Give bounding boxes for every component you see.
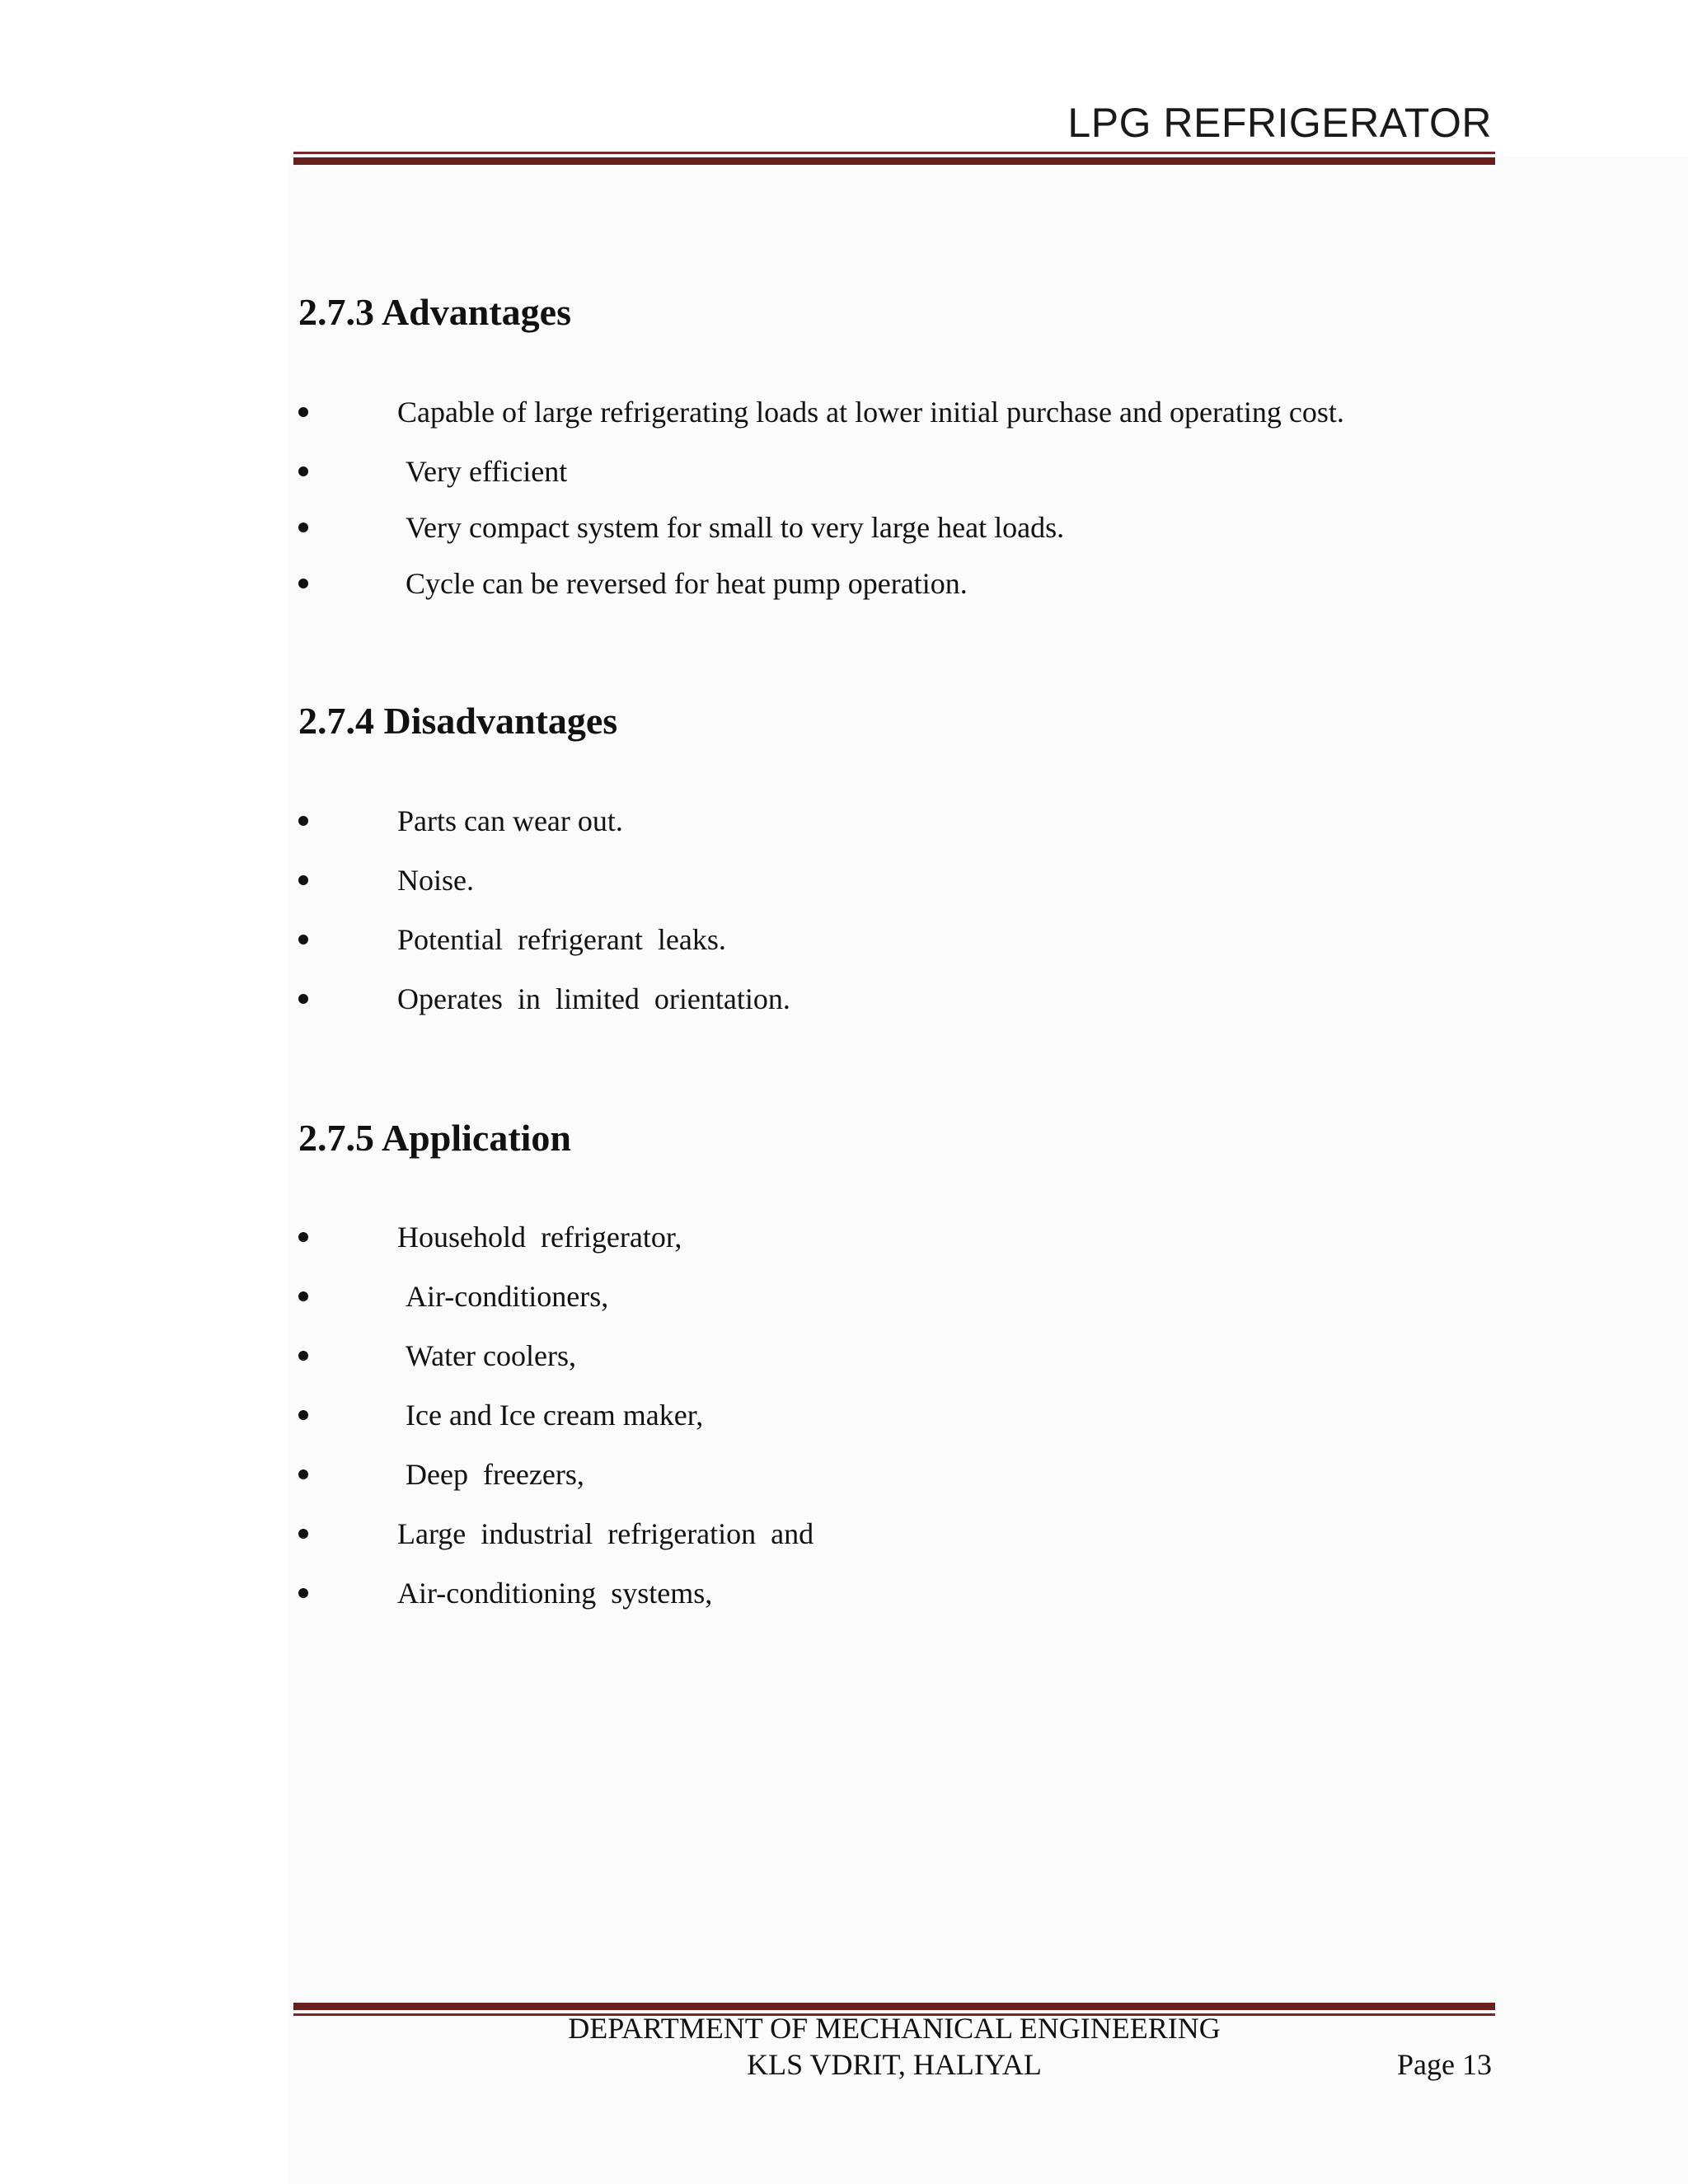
bullet-icon xyxy=(298,994,308,1004)
list-item-text: Capable of large refrigerating loads at lower initial purchase and operating cost. xyxy=(397,396,1344,429)
bullet-icon xyxy=(298,407,308,417)
bullet-icon xyxy=(298,579,308,588)
section-heading-advantages: 2.7.3 Advantages xyxy=(298,291,571,333)
list-item-text: Water coolers, xyxy=(406,1339,576,1372)
list-item-text: Household refrigerator, xyxy=(397,1221,682,1254)
bullet-icon xyxy=(298,1469,308,1479)
section-heading-application: 2.7.5 Application xyxy=(298,1117,572,1159)
list-item-text: Very efficient xyxy=(406,455,568,488)
footer-department: DEPARTMENT OF MECHANICAL ENGINEERING xyxy=(568,2012,1221,2045)
page-header-title: LPG REFRIGERATOR xyxy=(1067,100,1492,146)
list-item-text: Very compact system for small to very large heat loads. xyxy=(406,511,1065,544)
list-item-text: Air-conditioning systems, xyxy=(397,1577,713,1610)
footer-college: KLS VDRIT, HALIYAL xyxy=(747,2048,1042,2081)
list-item-text: Parts can wear out. xyxy=(397,804,623,837)
list-item-text: Air-conditioners, xyxy=(406,1280,609,1313)
list-item-text: Operates in limited orientation. xyxy=(397,982,790,1015)
bullet-icon xyxy=(298,1291,308,1301)
bullet-icon xyxy=(298,1351,308,1361)
list-item-text: Potential refrigerant leaks. xyxy=(397,923,726,956)
bullet-icon xyxy=(298,1529,308,1539)
bullet-icon xyxy=(298,1588,308,1598)
bullet-icon xyxy=(298,523,308,532)
bullet-icon xyxy=(298,1232,308,1242)
header-rule xyxy=(293,152,1495,165)
bullet-icon xyxy=(298,466,308,476)
bullet-icon xyxy=(298,875,308,885)
list-item-text: Large industrial refrigeration and xyxy=(397,1517,814,1550)
list-item-text: Deep freezers, xyxy=(406,1458,584,1491)
section-heading-disadvantages: 2.7.4 Disadvantages xyxy=(298,700,618,742)
bullet-icon xyxy=(298,935,308,944)
bullet-icon xyxy=(298,1410,308,1420)
list-item-text: Ice and Ice cream maker, xyxy=(406,1399,704,1432)
page-number: Page 13 xyxy=(1397,2048,1492,2081)
list-item-text: Cycle can be reversed for heat pump operation. xyxy=(406,567,968,600)
bullet-icon xyxy=(298,816,308,826)
list-item-text: Noise. xyxy=(397,864,474,897)
